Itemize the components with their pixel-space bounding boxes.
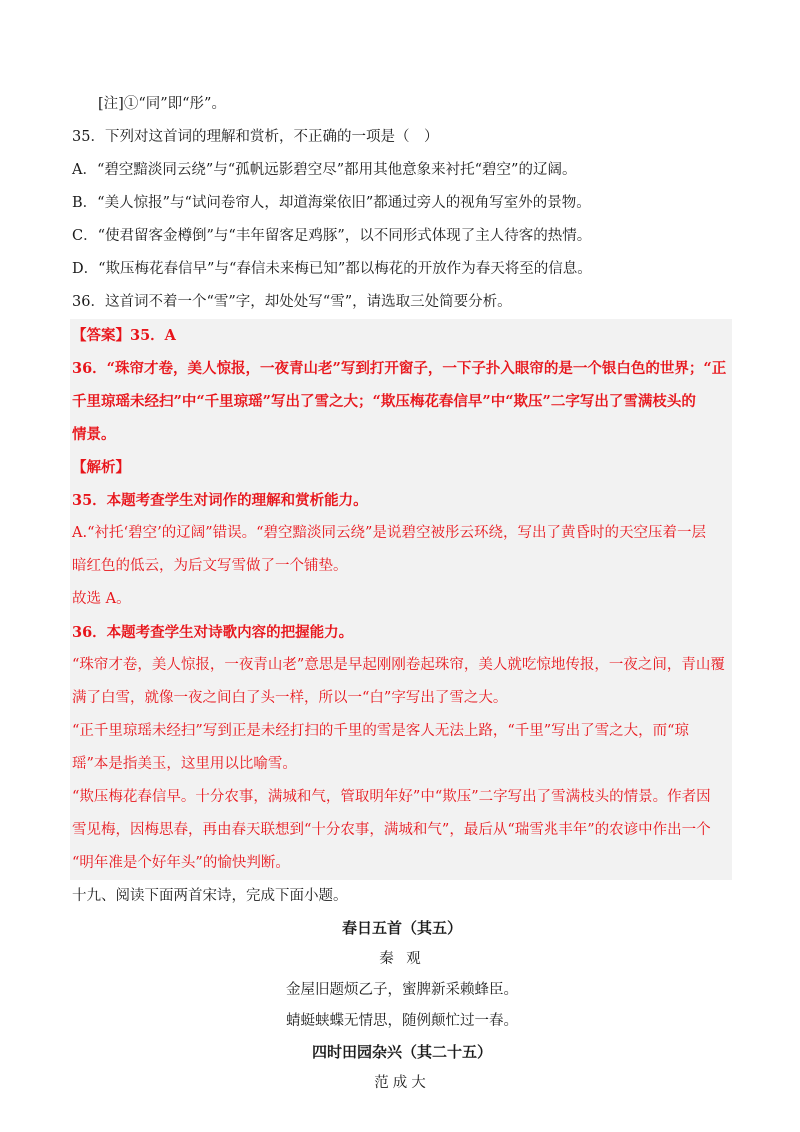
answer-36-line-3: 情景。 xyxy=(72,426,116,443)
poem-2-author: 范成大 xyxy=(374,1075,430,1091)
option-b: B．“美人惊报”与“试问卷帘人，却道海棠依旧”都通过旁人的视角写室外的景物。 xyxy=(72,195,591,211)
poem-2-title: 四时田园杂兴（其二十五） xyxy=(311,1043,492,1061)
poem-1-line-1: 金屋旧题烦乙子，蜜脾新采赖蜂臣。 xyxy=(286,982,518,998)
analysis-36-line-1: “珠帘才卷，美人惊报，一夜青山老”意思是早起刚刚卷起珠帘，美人就吃惊地传报，一夜之间，青山覆 xyxy=(72,657,725,673)
poem-1-author: 秦 观 xyxy=(379,951,425,967)
analysis-36-line-5: “欺压梅花春信早。十分农事，满城和气，管取明年好”中“欺压”二字写出了雪满枝头的情景。作者因 xyxy=(72,789,711,805)
analysis-tag: 【解析】 xyxy=(72,459,130,476)
analysis-35-line-2: 暗红色的低云，为后文写雪做了一个铺垫。 xyxy=(72,558,348,574)
poem-1-line-2: 蜻蜓蛱蝶无情思，随例颠忙过一春。 xyxy=(286,1013,518,1029)
analysis-36-line-3: “正千里琼瑶未经扫”写到正是未经打扫的千里的雪是客人无法上路，“千里”写出了雪之大，而“琼 xyxy=(72,723,690,739)
poem-1-title: 春日五首（其五） xyxy=(341,919,462,937)
document-page xyxy=(72,88,732,1099)
answer-36-line-2: 千里琼瑶未经扫”中“千里琼瑶”写出了雪之大；“欺压梅花春信早”中“欺压”二字写出了雪满枝头的 xyxy=(72,393,696,410)
answer-35: 35．A xyxy=(130,327,176,344)
question-35-stem: 35．下列对这首词的理解和赏析，不正确的一项是（ ） xyxy=(72,129,439,145)
analysis-36-head: 36．本题考查学生对诗歌内容的把握能力。 xyxy=(72,624,354,641)
analysis-36-line-2: 满了白雪，就像一夜之间白了头一样，所以一“白”字写出了雪之大。 xyxy=(72,690,508,706)
footnote: [注]①“同”即“彤”。 xyxy=(98,96,226,112)
analysis-36-line-6: 雪见梅，因梅思春，再由春天联想到“十分农事，满城和气”，最后从“瑞雪兆丰年”的农谚中作出一个 xyxy=(72,822,711,838)
analysis-35-choice: 故选 A。 xyxy=(72,591,131,607)
analysis-35-line-1: A.“衬托‘碧空’的辽阔”错误。“碧空黯淡同云绕”是说碧空被彤云环绕，写出了黄昏时的天空压着一层 xyxy=(72,525,706,541)
answer-tag: 【答案】 xyxy=(72,327,130,344)
answer-analysis-box xyxy=(70,319,732,880)
option-c: C．“使君留客金樽倒”与“丰年留客足鸡豚”，以不同形式体现了主人待客的热情。 xyxy=(72,228,592,244)
analysis-36-line-7: “明年准是个好年头”的愉快判断。 xyxy=(72,855,290,871)
question-36-stem: 36．这首词不着一个“雪”字，却处处写“雪”，请选取三处简要分析。 xyxy=(72,294,512,310)
option-a: A．“碧空黯淡同云绕”与“孤帆远影碧空尽”都用其他意象来衬托“碧空”的辽阔。 xyxy=(72,162,577,178)
answer-line xyxy=(72,319,732,352)
section-19-intro: 十九、阅读下面两首宋诗，完成下面小题。 xyxy=(72,888,348,904)
analysis-35-head: 35．本题考查学生对词作的理解和赏析能力。 xyxy=(72,492,368,509)
option-d: D．“欺压梅花春信早”与“春信未来梅已知”都以梅花的开放作为春天将至的信息。 xyxy=(72,261,592,277)
analysis-36-line-4: 瑶”本是指美玉，这里用以比喻雪。 xyxy=(72,756,297,772)
answer-36-line-1: 36．“珠帘才卷，美人惊报，一夜青山老”写到打开窗子，一下子扑入眼帘的是一个银白色的世界；“正 xyxy=(72,360,727,377)
